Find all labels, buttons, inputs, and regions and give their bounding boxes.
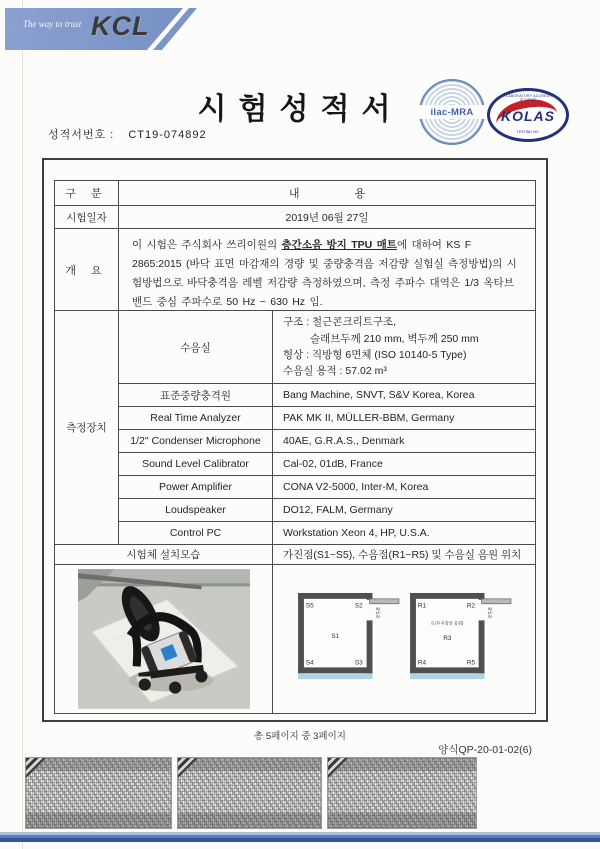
specimen-photo-cell — [55, 565, 273, 713]
door-leaf — [482, 599, 511, 604]
room-desc-line4: 수음실 용적 : 57.02 m³ — [283, 365, 387, 378]
page-title: 시험성적서 — [197, 93, 403, 126]
overview-text-highlight: 층간소음 방지 TPU 매트 — [281, 239, 397, 251]
point-label: R1 — [417, 602, 427, 610]
report-number — [48, 126, 207, 142]
device-name: 표준중량충격원 — [119, 384, 273, 407]
device-name: Control PC — [119, 522, 273, 545]
ilac-mra-logo — [419, 79, 485, 145]
test-date-label: 시험일자 — [55, 206, 119, 229]
room-desc-line1: 구조 : 철근콘크리트구조, — [283, 316, 397, 329]
installation-value: 가진점(S1~S5), 수음점(R1~R5) 및 수음실 음원 위치 — [273, 545, 535, 565]
device-name: Real Time Analyzer — [119, 407, 273, 430]
col-header-category: 구 분 — [55, 181, 119, 206]
receiving-room-label: 수음실 — [119, 311, 273, 384]
kolas-name: KOLAS — [501, 108, 555, 124]
test-date-value: 2019년 06월 27일 — [119, 206, 535, 229]
point-label: R5 — [466, 659, 476, 667]
source-note-label: S (무지향성 음원) — [431, 620, 464, 626]
overview-text-post: 에 대하여 KS F 2865:2015 (바닥 표면 마감재의 경량 및 중량충격음 저감량 실험실 측정방법)의 시험방법으로 바닥충격음 레벨 저감량 측정하였으며, 측정 주파수 대역은 1/3 옥타브밴드 중심 주파수로 50 Hz ~ 630 Hz 임. — [132, 239, 517, 308]
specimen-photo — [78, 569, 250, 709]
point-label: S4 — [305, 659, 314, 667]
receiving-room-desc — [273, 311, 535, 384]
device-desc: 40AE, G.R.A.S., Denmark — [273, 430, 535, 453]
point-label: R2 — [466, 602, 476, 610]
overview-text-pre: 이 시험은 주식회사 쓰리이원의 — [132, 239, 282, 251]
redacted-noise-block — [327, 757, 477, 829]
device-desc: DO12, FALM, Germany — [273, 499, 535, 522]
kolas-sub-text: TESTING NO. — [516, 130, 540, 134]
device-name: Sound Level Calibrator — [119, 453, 273, 476]
door-label: 출입문 — [375, 606, 381, 619]
overview-text — [119, 229, 535, 311]
door-label: 출입문 — [487, 606, 493, 619]
room-desc-line3: 형상 : 직방형 6면체 (ISO 10140-5 Type) — [283, 349, 467, 361]
device-desc: Workstation Xeon 4, HP, U.S.A. — [273, 522, 535, 545]
bottom-blue-bar — [0, 832, 600, 842]
device-name: 1/2" Condenser Microphone — [119, 430, 273, 453]
device-desc: CONA V2-5000, Inter-M, Korea — [273, 476, 535, 499]
page-indicator: 총 5페이지 중 3페이지 — [254, 731, 346, 742]
point-label: S2 — [354, 602, 363, 610]
point-label: S3 — [354, 659, 363, 667]
device-desc: Cal-02, 01dB, France — [273, 453, 535, 476]
col-header-content: 내 용 — [119, 181, 535, 206]
overview-label: 개 요 — [55, 229, 119, 311]
floorplan-receiving-room — [409, 592, 513, 686]
floorplan-cell — [273, 565, 535, 713]
kolas-logo — [487, 88, 569, 142]
form-number: 양식QP-20-01-02(6) — [438, 744, 532, 756]
redacted-noise-block — [25, 757, 172, 829]
device-name: Loudspeaker — [119, 499, 273, 522]
floorplan-source-room — [297, 592, 401, 686]
equipment-label: 측정장치 — [55, 311, 119, 545]
kcl-logo: KCL — [91, 11, 150, 41]
point-label: R4 — [417, 659, 427, 667]
ilac-mra-label: ilac-MRA — [417, 105, 487, 119]
redacted-noise-block — [177, 757, 322, 829]
door-leaf — [370, 599, 399, 604]
installation-label: 시험체 설치모습 — [55, 545, 273, 565]
report-number-value: CT19-074892 — [128, 129, 207, 141]
device-desc: PAK MK II, MÜLLER-BBM, Germany — [273, 407, 535, 430]
kcl-tagline: The way to trust — [23, 19, 82, 29]
report-number-label: 성적서번호 : — [48, 129, 115, 141]
device-name: Power Amplifier — [119, 476, 273, 499]
point-label: S5 — [305, 602, 314, 610]
report-table — [54, 180, 536, 714]
room-desc-line2: 슬래브두께 210 mm, 벽두께 250 mm — [310, 332, 479, 345]
point-label: R3 — [443, 634, 452, 642]
kcl-banner — [5, 8, 197, 50]
kolas-arc-text: KOREA LABORATORY ACCREDITATION SCHEME — [491, 94, 565, 102]
point-label: S1 — [331, 633, 340, 641]
device-desc: Bang Machine, SNVT, S&V Korea, Korea — [273, 384, 535, 407]
